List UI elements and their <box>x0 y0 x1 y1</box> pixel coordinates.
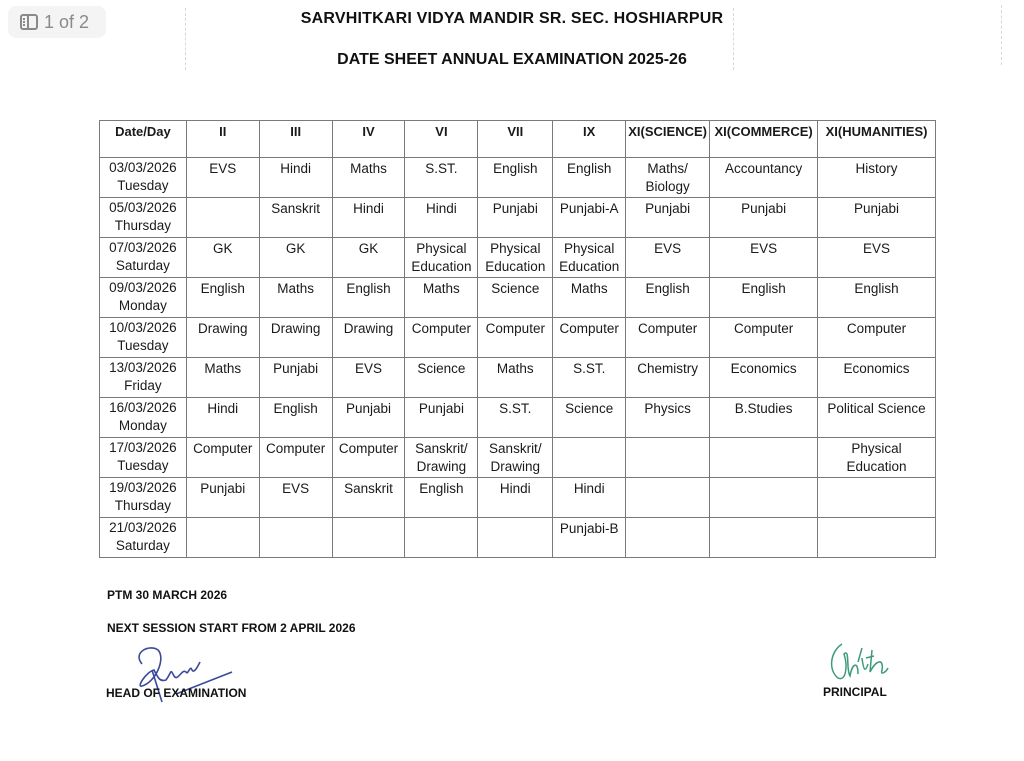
subject-cell: English <box>478 158 553 198</box>
subject-cell: Physical Education <box>405 238 478 278</box>
subject-cell: Science <box>405 358 478 398</box>
subject-cell: Maths <box>259 278 332 318</box>
day-text: Monday <box>118 418 167 433</box>
date-text: 10/03/2026 <box>109 320 177 335</box>
subject-cell <box>710 438 818 478</box>
school-name: SARVHITKARI VIDYA MANDIR SR. SEC. HOSHIARPUR <box>300 10 724 27</box>
subject-cell: Computer <box>259 438 332 478</box>
table-row <box>100 238 936 278</box>
subject-cell: Physical Education <box>553 238 626 278</box>
day-text: Tuesday <box>117 458 169 473</box>
subject-cell: Punjabi <box>259 358 332 398</box>
subject-cell: Political Science <box>818 398 936 438</box>
page-indicator-label: 1 of 2 <box>44 11 90 32</box>
subject-cell: Maths <box>478 358 553 398</box>
subject-cell: Maths/ Biology <box>626 158 710 198</box>
subject-cell <box>626 438 710 478</box>
table-row <box>100 478 936 518</box>
subject-cell: Maths <box>332 158 405 198</box>
subject-cell <box>710 518 818 558</box>
column-header-class: VII <box>478 121 553 158</box>
principal-signature <box>828 640 892 686</box>
subject-cell: Maths <box>186 358 259 398</box>
subject-cell: S.ST. <box>478 398 553 438</box>
date-text: 07/03/2026 <box>109 240 177 255</box>
subject-cell: Drawing <box>332 318 405 358</box>
table-row <box>100 438 936 478</box>
subject-cell: Drawing <box>259 318 332 358</box>
subject-cell <box>332 518 405 558</box>
head-of-examination-label: HEAD OF EXAMINATION <box>106 686 247 700</box>
subject-cell <box>186 518 259 558</box>
subject-cell: EVS <box>818 238 936 278</box>
subject-cell: Science <box>478 278 553 318</box>
table-row <box>100 398 936 438</box>
subject-cell: English <box>553 158 626 198</box>
document-title: DATE SHEET ANNUAL EXAMINATION 2025-26 <box>337 51 687 68</box>
table-row <box>100 198 936 238</box>
date-sheet-table <box>99 120 936 558</box>
day-text: Saturday <box>115 538 170 553</box>
table-header-row <box>100 121 936 158</box>
column-header-class: XI(HUMANITIES) <box>818 121 936 158</box>
table-row <box>100 278 936 318</box>
column-header-class: II <box>186 121 259 158</box>
subject-cell: Computer <box>818 318 936 358</box>
subject-cell: Sanskrit/ Drawing <box>478 438 553 478</box>
subject-cell: B.Studies <box>710 398 818 438</box>
subject-cell: English <box>710 278 818 318</box>
date-text: 17/03/2026 <box>109 440 177 455</box>
subject-cell: GK <box>332 238 405 278</box>
day-text: Monday <box>118 298 167 313</box>
subject-cell: Computer <box>332 438 405 478</box>
subject-cell: Computer <box>710 318 818 358</box>
table-row <box>100 518 936 558</box>
date-cell <box>100 518 187 558</box>
subject-cell: Hindi <box>259 158 332 198</box>
column-header-class: XI(COMMERCE) <box>710 121 818 158</box>
subject-cell: Physical Education <box>478 238 553 278</box>
date-text: 16/03/2026 <box>109 400 177 415</box>
subject-cell: EVS <box>186 158 259 198</box>
day-text: Thursday <box>114 218 172 233</box>
subject-cell <box>259 518 332 558</box>
subject-cell: English <box>186 278 259 318</box>
next-session-note: NEXT SESSION START FROM 2 APRIL 2026 <box>107 621 356 635</box>
day-text: Tuesday <box>117 338 169 353</box>
date-text: 13/03/2026 <box>109 360 177 375</box>
date-cell <box>100 198 187 238</box>
subject-cell: Physical Education <box>818 438 936 478</box>
principal-label: PRINCIPAL <box>823 685 887 699</box>
column-header-class: IV <box>332 121 405 158</box>
subject-cell: Sanskrit <box>332 478 405 518</box>
table-row <box>100 318 936 358</box>
date-cell <box>100 478 187 518</box>
subject-cell: EVS <box>626 238 710 278</box>
date-cell <box>100 318 187 358</box>
date-text: 05/03/2026 <box>109 200 177 215</box>
date-cell <box>100 278 187 318</box>
subject-cell: Economics <box>710 358 818 398</box>
date-text: 21/03/2026 <box>109 520 177 535</box>
subject-cell: Computer <box>186 438 259 478</box>
subject-cell: Accountancy <box>710 158 818 198</box>
column-header-class: III <box>259 121 332 158</box>
subject-cell: Punjabi <box>186 478 259 518</box>
subject-cell: History <box>818 158 936 198</box>
date-cell <box>100 238 187 278</box>
column-header-class: IX <box>553 121 626 158</box>
subject-cell: EVS <box>332 358 405 398</box>
subject-cell: Punjabi <box>710 198 818 238</box>
subject-cell: Punjabi <box>405 398 478 438</box>
subject-cell: Maths <box>553 278 626 318</box>
subject-cell: English <box>259 398 332 438</box>
subject-cell: Sanskrit <box>259 198 332 238</box>
date-cell <box>100 398 187 438</box>
subject-cell: S.ST. <box>405 158 478 198</box>
date-text: 19/03/2026 <box>109 480 177 495</box>
date-cell <box>100 438 187 478</box>
subject-cell: Punjabi <box>478 198 553 238</box>
column-header-date: Date/Day <box>100 121 187 158</box>
day-text: Tuesday <box>117 178 169 193</box>
date-text: 09/03/2026 <box>109 280 177 295</box>
subject-cell <box>818 478 936 518</box>
subject-cell: English <box>818 278 936 318</box>
table-row <box>100 358 936 398</box>
subject-cell: S.ST. <box>553 358 626 398</box>
subject-cell: English <box>626 278 710 318</box>
subject-cell: Computer <box>478 318 553 358</box>
subject-cell: Punjabi <box>626 198 710 238</box>
subject-cell: Hindi <box>478 478 553 518</box>
subject-cell <box>553 438 626 478</box>
column-header-class: XI(SCIENCE) <box>626 121 710 158</box>
subject-cell <box>626 478 710 518</box>
subject-cell: Hindi <box>186 398 259 438</box>
subject-cell: Punjabi-B <box>553 518 626 558</box>
day-text: Thursday <box>114 498 172 513</box>
subject-cell: Computer <box>405 318 478 358</box>
subject-cell: Drawing <box>186 318 259 358</box>
table-row <box>100 158 936 198</box>
subject-cell <box>818 518 936 558</box>
subject-cell: Punjabi <box>818 198 936 238</box>
subject-cell: Sanskrit/ Drawing <box>405 438 478 478</box>
date-text: 03/03/2026 <box>109 160 177 175</box>
day-text: Saturday <box>115 258 170 273</box>
subject-cell <box>186 198 259 238</box>
subject-cell: GK <box>259 238 332 278</box>
subject-cell: Physics <box>626 398 710 438</box>
subject-cell: Hindi <box>405 198 478 238</box>
subject-cell: Computer <box>553 318 626 358</box>
subject-cell: English <box>405 478 478 518</box>
subject-cell: Maths <box>405 278 478 318</box>
subject-cell: Punjabi <box>332 398 405 438</box>
subject-cell: Hindi <box>553 478 626 518</box>
date-cell <box>100 158 187 198</box>
subject-cell: Punjabi-A <box>553 198 626 238</box>
subject-cell <box>478 518 553 558</box>
subject-cell: EVS <box>710 238 818 278</box>
subject-cell: EVS <box>259 478 332 518</box>
subject-cell: Hindi <box>332 198 405 238</box>
date-cell <box>100 358 187 398</box>
subject-cell: English <box>332 278 405 318</box>
column-header-class: VI <box>405 121 478 158</box>
subject-cell: Science <box>553 398 626 438</box>
subject-cell: GK <box>186 238 259 278</box>
subject-cell: Chemistry <box>626 358 710 398</box>
subject-cell <box>405 518 478 558</box>
subject-cell <box>626 518 710 558</box>
ptm-note: PTM 30 MARCH 2026 <box>107 588 228 602</box>
subject-cell: Economics <box>818 358 936 398</box>
subject-cell: Computer <box>626 318 710 358</box>
subject-cell <box>710 478 818 518</box>
day-text: Friday <box>124 378 162 393</box>
